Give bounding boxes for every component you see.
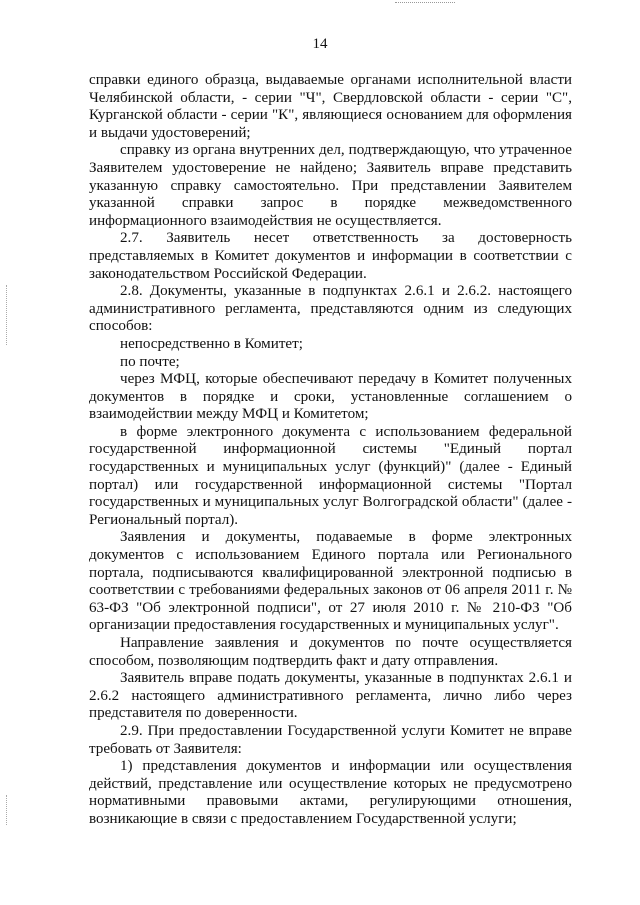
paragraph-electronic-signature: Заявления и документы, подаваемые в форме электронных документов с использованием Единого портала или Регионального портала, подписываются квалифицированной электронной подписью в соответствии с требованиями федеральных законов от 06 апреля 2011 г. № 63-ФЗ "Об электронной подписи", от 27 июля 2010 г. № 210-ФЗ "Об организации предоставления государственных и муниципальных услуг". bbox=[89, 529, 572, 634]
paragraph-2-9: 2.9. При предоставлении Государственной услуги Комитет не вправе требовать от Заявителя: bbox=[89, 722, 572, 757]
paragraph-by-mail: по почте; bbox=[120, 353, 180, 370]
page-body bbox=[89, 72, 572, 829]
paragraph-2-7: 2.7. Заявитель несет ответственность за достоверность представляемых в Комитет документов и информации в соответствии с законодательством Российской Федерации. bbox=[89, 230, 572, 282]
paragraph-police-certificate: справку из органа внутренних дел, подтверждающую, что утраченное Заявителем удостоверение не найдено; Заявитель вправе представить указанную справку самостоятельно. При представлении Заявителем указанной справки запрос в порядке межведомственного информационного взаимодействия не осуществляется. bbox=[89, 142, 572, 229]
paragraph-2-8: 2.8. Документы, указанные в подпунктах 2.6.1 и 2.6.2. настоящего административного регламента, представляются одним из следующих способов: bbox=[89, 283, 572, 335]
page-number: 14 bbox=[312, 36, 328, 52]
paragraph-applicant-right: Заявитель вправе подать документы, указанные в подпунктах 2.6.1 и 2.6.2 настоящего административного регламента, лично либо через представителя по доверенности. bbox=[89, 670, 572, 722]
top-edge-mark bbox=[395, 0, 455, 3]
left-margin-mark-lower bbox=[6, 795, 8, 825]
paragraph-direct-to-committee: непосредственно в Комитет; bbox=[120, 335, 303, 352]
paragraph-via-mfc: через МФЦ, которые обеспечивают передачу в Комитет полученных документов в порядке и сроки, установленные соглашением о взаимодействии между МФЦ и Комитетом; bbox=[89, 371, 572, 423]
paragraph-certificates-regions: справки единого образца, выдаваемые органами исполнительной власти Челябинской области, - серии "Ч", Свердловской области - серии "С", Курганской области - серии "К", являющиеся основанием для оформления и выдачи удостоверений; bbox=[89, 72, 572, 141]
paragraph-item-1: 1) представления документов и информации или осуществления действий, представление или осуществление которых не предусмотрено нормативными правовыми актами, регулирующими отношения, возникающие в связи с предоставлением Государственной услуги; bbox=[89, 758, 572, 827]
paragraph-electronic-form: в форме электронного документа с использованием федеральной государственной информационной системы "Единый портал государственных и муниципальных услуг (функций)" (далее - Единый портал) или государственной информационной системы "Портал государственных и муниципальных услуг Волгоградской области" (далее - Региональный портал). bbox=[89, 423, 572, 528]
left-margin-mark-upper bbox=[6, 285, 8, 345]
paragraph-mail-sending: Направление заявления и документов по почте осуществляется способом, позволяющим подтвердить факт и дату отправления. bbox=[89, 635, 572, 669]
